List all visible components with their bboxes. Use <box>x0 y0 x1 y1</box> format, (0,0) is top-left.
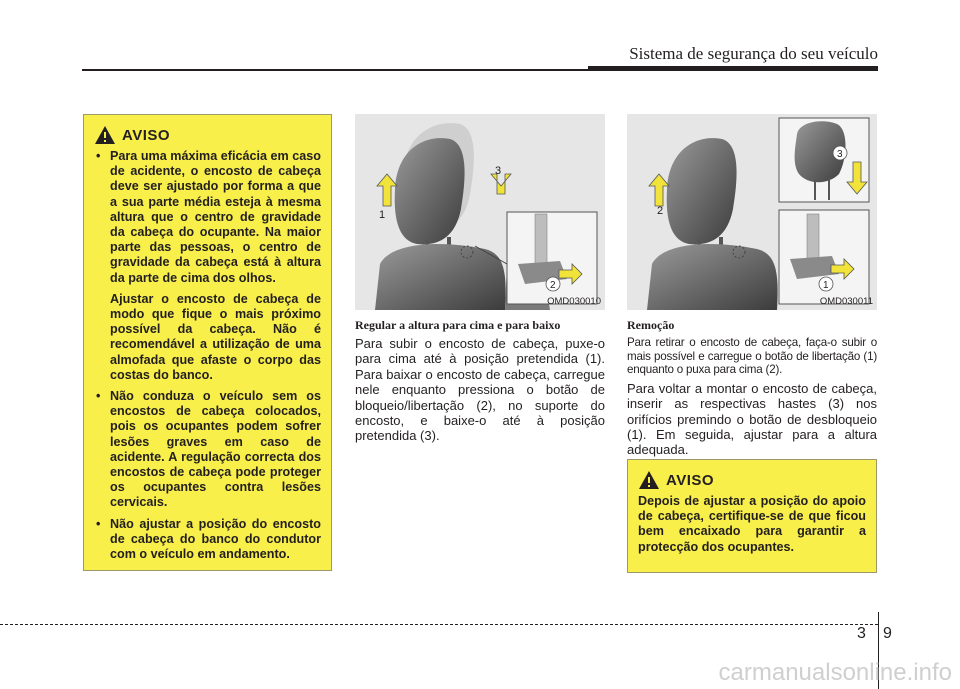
footer-rule <box>0 624 878 625</box>
warning-paragraph: Para uma máxima eficácia em caso de acidente, o encosto de cabeça deve ser ajustado por forma a que a sua parte média esteja à mesma altura que o centro de gravidade da cabeça do ocupante. Na maior parte das pessoas, o centro de gravidade da cabeça está à altura da parte de cima dos olhos. <box>110 149 321 285</box>
warning-header <box>94 125 321 145</box>
header-title: Sistema de segurança do seu veículo <box>629 44 878 63</box>
bullet: • <box>96 149 101 163</box>
warning-triangle-icon <box>638 470 660 490</box>
figure-callout-label: 1 <box>823 280 829 291</box>
figure-code: OMD030010 <box>547 296 601 307</box>
warning-title: AVISO <box>122 126 171 144</box>
figure-callout-label: 2 <box>657 205 664 217</box>
section-remove <box>627 318 877 458</box>
section-adjust <box>355 318 605 444</box>
page-number: 9 <box>883 625 892 642</box>
bullet: • <box>96 389 101 404</box>
section-text-small: Para retirar o encosto de cabeça, faça-o subir o mais possível e carregue o botão de libertação (1) enquanto o puxa para cima (2). <box>627 336 877 377</box>
warning-title: AVISO <box>666 471 715 489</box>
warning-header <box>638 470 866 490</box>
figure-callout-label: 3 <box>495 165 502 177</box>
section-caption: Regular a altura para cima e para baixo <box>355 318 561 332</box>
warning-item <box>94 517 321 563</box>
section-number: 3 <box>857 625 866 642</box>
figure-headrest-adjust <box>355 114 605 310</box>
section-text: Para subir o encosto de cabeça, puxe-o para cima até à posição pretendida (1). Para baixar o encosto de cabeça, carregue nele enquanto pressiona o botão de bloqueio/libertação (2), no suporte do encosto, e baixe-o até à posição pretendida (3). <box>355 336 605 444</box>
warning-box-right <box>627 459 877 573</box>
watermark: carmanualsonline.info <box>718 659 952 686</box>
section-text: Para voltar a montar o encosto de cabeça, inserir as respectivas hastes (3) nos orifícios premindo o botão de desbloqueio (1). Em seguida, ajustar para a altura adequada. <box>627 380 877 458</box>
header-rule-accent <box>588 66 878 71</box>
warning-paragraph: Não ajustar a posição do encosto de cabeça do banco do condutor com o veículo em andamento. <box>110 516 321 562</box>
warning-paragraph: Não conduza o veículo sem os encostos de cabeça colocados, pois os ocupantes podem sofrer lesões graves em caso de acidente. A regulação correcta dos encostos de cabeça pode proteger os ocupantes contra lesões cervicais. <box>110 389 321 510</box>
bullet: • <box>96 516 101 531</box>
figure-callout-label: 2 <box>550 280 556 291</box>
headrest-removal-illustration <box>627 114 877 310</box>
warning-paragraph: Ajustar o encosto de cabeça de modo que fique o mais próximo possível da cabeça. Não é recomendável a utilização de uma almofada que afaste o corpo das costas do banco. <box>110 291 321 382</box>
figure-callout-label: 1 <box>379 209 386 221</box>
section-caption: Remoção <box>627 318 675 332</box>
warning-triangle-icon <box>94 125 116 145</box>
figure-callout-label: 3 <box>837 149 843 160</box>
warning-text: Depois de ajustar a posição do apoio de cabeça, certifique-se de que ficou bem encaixado para garantir a protecção dos ocupantes. <box>638 494 866 554</box>
figure-headrest-removal <box>627 114 877 310</box>
warning-item <box>94 149 321 383</box>
warning-box-left <box>83 114 332 571</box>
warning-list <box>94 149 321 562</box>
headrest-adjust-illustration <box>355 114 605 310</box>
figure-code: OMD030011 <box>819 296 873 307</box>
warning-item <box>94 389 321 511</box>
